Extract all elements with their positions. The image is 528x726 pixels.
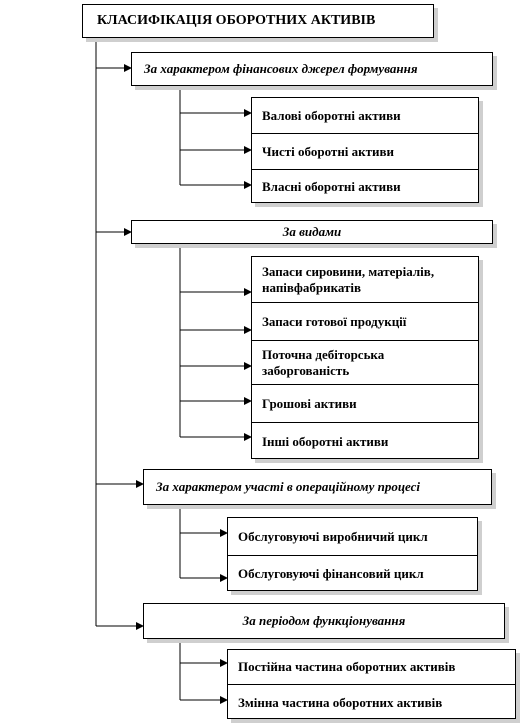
diagram-title-text: КЛАСИФІКАЦІЯ ОБОРОТНИХ АКТИВІВ <box>97 13 376 28</box>
group-operational-participation <box>227 517 478 591</box>
item-label: Запаси готової продукції <box>262 313 407 329</box>
category-label: За характером участі в операційному процесі <box>156 479 421 494</box>
item-cash-assets <box>252 385 478 423</box>
item-raw-materials-stock <box>252 257 478 303</box>
category-operational-participation <box>143 469 492 505</box>
item-financial-cycle <box>228 556 477 592</box>
category-label: За видами <box>282 224 342 239</box>
category-label: За періодом функціонування <box>242 613 406 628</box>
item-own-current-assets <box>252 170 478 204</box>
item-gross-current-assets <box>252 98 478 134</box>
item-variable-part <box>228 685 515 720</box>
item-label: Власні оборотні активи <box>262 179 401 194</box>
item-label: Інші оборотні активи <box>262 433 389 449</box>
item-label: Обслуговуючі фінансовий цикл <box>238 566 424 581</box>
item-label: Чисті оборотні активи <box>262 143 395 159</box>
category-functioning-period <box>143 603 505 639</box>
category-financing-sources <box>131 52 493 86</box>
item-label: Валові оборотні активи <box>262 107 401 123</box>
item-label: Грошові активи <box>262 395 357 411</box>
item-permanent-part <box>228 650 515 685</box>
category-types <box>131 220 493 244</box>
group-types <box>251 256 479 459</box>
group-functioning-period <box>227 649 516 719</box>
item-label: Змінна частина оборотних активів <box>238 694 443 710</box>
item-accounts-receivable <box>252 341 478 385</box>
item-finished-goods-stock <box>252 303 478 341</box>
item-label: Обслуговуючі виробничий цикл <box>238 528 428 544</box>
item-production-cycle <box>228 518 477 556</box>
item-net-current-assets <box>252 134 478 170</box>
item-label: Постійна частина оборотних активів <box>238 659 456 674</box>
item-label: Поточна дебіторська заборгованість <box>262 346 385 378</box>
item-other-current-assets <box>252 423 478 460</box>
category-label: За характером фінансових джерел формування <box>144 61 418 76</box>
group-financing-sources <box>251 97 479 203</box>
item-label: Запаси сировини, матеріалів, напівфабрикатів <box>262 263 435 295</box>
diagram-title <box>82 4 434 38</box>
